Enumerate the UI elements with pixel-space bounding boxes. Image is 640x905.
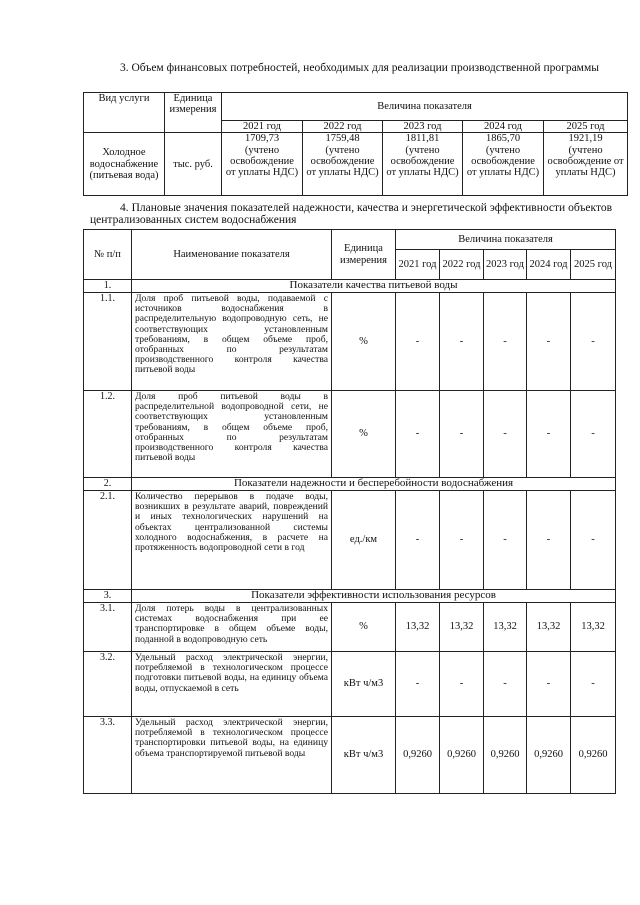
year-header: 2022 год bbox=[440, 250, 484, 280]
section-3-heading: 3. Объем финансовых потребностей, необходимых для реализации производственной программы bbox=[120, 62, 599, 74]
indicator-value: - bbox=[527, 391, 571, 478]
indicator-unit: кВт ч/м3 bbox=[332, 652, 396, 717]
indicator-unit: ед./км bbox=[332, 491, 396, 590]
finance-amount: 1921,19 bbox=[568, 133, 603, 145]
indicator-value: - bbox=[440, 491, 484, 590]
group-title: Показатели качества питьевой воды bbox=[132, 280, 616, 293]
indicator-value: 0,9260 bbox=[571, 717, 616, 794]
year-header: 2024 год bbox=[463, 121, 544, 133]
table-row bbox=[84, 603, 616, 652]
year-header: 2021 год bbox=[222, 121, 303, 133]
indicator-value: - bbox=[484, 391, 527, 478]
year-header: 2023 год bbox=[484, 250, 527, 280]
indicators-table bbox=[83, 229, 616, 794]
finance-amount: 1865,70 bbox=[485, 133, 521, 145]
table-row bbox=[84, 717, 616, 794]
indicator-value: - bbox=[571, 652, 616, 717]
indicator-value: 13,32 bbox=[484, 603, 527, 652]
col-header-unit: Единица измерения bbox=[332, 230, 396, 280]
indicator-name: Удельный расход электрической энергии, потребляемой в технологическом процессе транспортировки питьевой воды, на единицу объема транспортируемой питьевой воды bbox=[132, 717, 332, 794]
indicator-value: 0,9260 bbox=[396, 717, 440, 794]
col-header-name: Наименование показателя bbox=[132, 230, 332, 280]
row-num: 3.2. bbox=[84, 652, 132, 717]
row-num: 3.1. bbox=[84, 603, 132, 652]
finance-value-cell bbox=[222, 133, 303, 196]
indicator-value: 13,32 bbox=[571, 603, 616, 652]
indicator-value: - bbox=[571, 293, 616, 391]
table-row bbox=[84, 491, 616, 590]
indicator-value: - bbox=[440, 652, 484, 717]
indicator-value: - bbox=[396, 491, 440, 590]
finance-value-cell bbox=[544, 133, 628, 196]
indicator-value: - bbox=[484, 491, 527, 590]
table-row bbox=[84, 293, 616, 391]
col-header-value: Величина показателя bbox=[222, 93, 628, 121]
indicator-value: 0,9260 bbox=[440, 717, 484, 794]
table-row bbox=[84, 652, 616, 717]
indicator-value: - bbox=[571, 491, 616, 590]
indicator-value: - bbox=[396, 391, 440, 478]
indicator-value: 0,9260 bbox=[484, 717, 527, 794]
finance-value-cell bbox=[463, 133, 544, 196]
indicator-value: - bbox=[527, 491, 571, 590]
indicator-value: 0,9260 bbox=[527, 717, 571, 794]
indicator-value: 13,32 bbox=[396, 603, 440, 652]
row-num: 1.2. bbox=[84, 391, 132, 478]
row-num: 1.1. bbox=[84, 293, 132, 391]
indicator-value: - bbox=[571, 391, 616, 478]
year-header: 2024 год bbox=[527, 250, 571, 280]
finance-amount: 1759,48 bbox=[325, 133, 360, 145]
col-header-value: Величина показателя bbox=[396, 230, 616, 250]
indicator-value: - bbox=[527, 293, 571, 391]
indicator-name: Доля потерь воды в централизованных системах водоснабжения при ее транспортировке в общем объеме воды, поданной в водопроводную сеть bbox=[132, 603, 332, 652]
indicator-unit: кВт ч/м3 bbox=[332, 717, 396, 794]
indicator-name: Доля проб питьевой воды, подаваемой с источников водоснабжения в распределительную водопроводную сеть, не соответствующих установленным требованиям, в общем объеме проб, отобранных по результатам производственного контроля качества питьевой воды bbox=[132, 293, 332, 391]
indicator-unit: % bbox=[332, 293, 396, 391]
finance-note: (учтено освобождение от уплаты НДС) bbox=[306, 144, 379, 179]
col-header-unit: Единица измерения bbox=[165, 93, 222, 133]
indicator-value: 13,32 bbox=[440, 603, 484, 652]
indicator-value: 13,32 bbox=[527, 603, 571, 652]
indicator-value: - bbox=[484, 652, 527, 717]
row-num: 2.1. bbox=[84, 491, 132, 590]
indicator-value: - bbox=[440, 391, 484, 478]
finance-value-cell bbox=[383, 133, 463, 196]
indicator-value: - bbox=[396, 652, 440, 717]
indicator-name: Удельный расход электрической энергии, потребляемой в технологическом процессе подготовки питьевой воды, на единицу объема воды, отпускаемой в сеть bbox=[132, 652, 332, 717]
finance-value-cell bbox=[303, 133, 383, 196]
finance-table bbox=[83, 92, 628, 196]
finance-amount: 1811,81 bbox=[405, 133, 440, 145]
service-unit: тыс. руб. bbox=[165, 133, 222, 196]
indicator-value: - bbox=[484, 293, 527, 391]
section-4-heading: 4. Плановые значения показателей надежности, качества и энергетической эффективности объектов централизованных систем водоснабжения bbox=[90, 202, 612, 226]
year-header: 2021 год bbox=[396, 250, 440, 280]
group-title: Показатели эффективности использования ресурсов bbox=[132, 590, 616, 603]
finance-amount: 1709,73 bbox=[244, 133, 280, 145]
group-num: 3. bbox=[84, 590, 132, 603]
indicator-value: - bbox=[440, 293, 484, 391]
indicator-unit: % bbox=[332, 603, 396, 652]
col-header-num: № п/п bbox=[84, 230, 132, 280]
indicator-name: Количество перерывов в подаче воды, возникших в результате аварий, повреждений и иных технологических нарушений на объектах централизованной системы холодного водоснабжения, в расчете на протяженность водопроводной сети в год bbox=[132, 491, 332, 590]
indicator-value: - bbox=[396, 293, 440, 391]
year-header: 2025 год bbox=[571, 250, 616, 280]
table-row bbox=[84, 391, 616, 478]
year-header: 2022 год bbox=[303, 121, 383, 133]
indicator-name: Доля проб питьевой воды в распределительной водопроводной сети, не соответствующих установленным требованиям, в общем объеме проб, отобранных по результатам производственного контроля качества питьевой воды bbox=[132, 391, 332, 478]
finance-note: (учтено освобождение от уплаты НДС) bbox=[466, 144, 540, 179]
finance-note: (учтено освобождение от уплаты НДС) bbox=[386, 144, 459, 179]
group-num: 1. bbox=[84, 280, 132, 293]
group-num: 2. bbox=[84, 478, 132, 491]
row-num: 3.3. bbox=[84, 717, 132, 794]
year-header: 2023 год bbox=[383, 121, 463, 133]
finance-note: (учтено освобождение от уплаты НДС) bbox=[547, 144, 624, 179]
indicator-unit: % bbox=[332, 391, 396, 478]
group-title: Показатели надежности и бесперебойности водоснабжения bbox=[132, 478, 616, 491]
finance-note: (учтено освобождение от уплаты НДС) bbox=[225, 144, 299, 179]
year-header: 2025 год bbox=[544, 121, 628, 133]
service-name: Холодное водоснабжение (питьевая вода) bbox=[84, 133, 165, 196]
col-header-service: Вид услуги bbox=[84, 93, 165, 133]
indicator-value: - bbox=[527, 652, 571, 717]
